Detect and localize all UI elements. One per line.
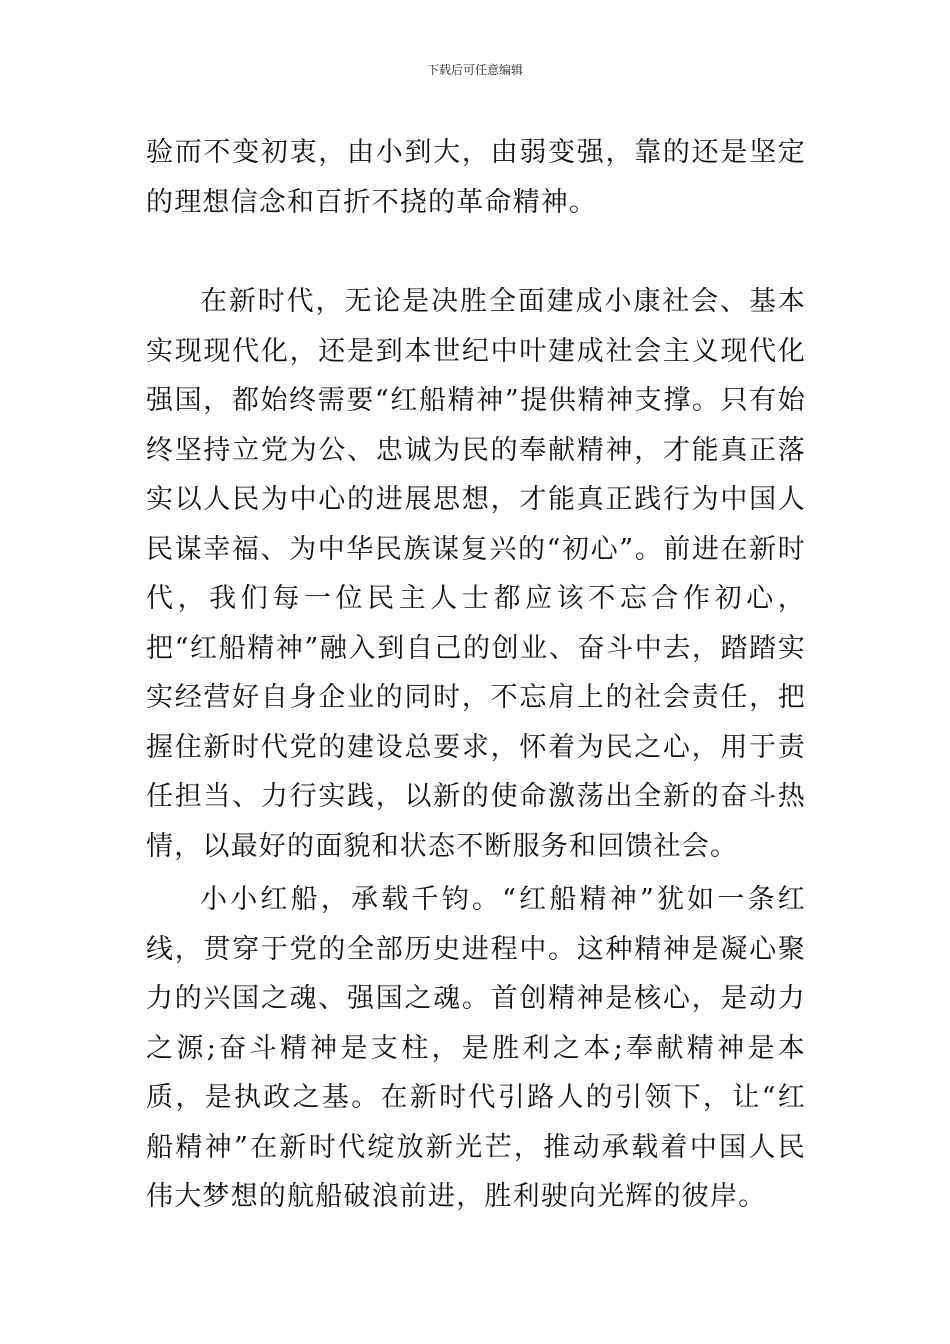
paragraph-red-boat: 小小红船，承载千钧。“红船精神”犹如一条红线，贯穿于党的全部历史进程中。这种精神是凝心聚力的兴国之魂、强国之魂。首创精神是核心，是动力之源;奋斗精神是支柱，是胜利之本;奉献精神是本质，是执政之基。在新时代引路人的引领下，让“红船精神”在新时代绽放新光芒，推动承载着中国人民伟大梦想的航船破浪前进，胜利驶向光辉的彼岸。 bbox=[146, 884, 806, 1212]
paragraph-new-era: 在新时代，无论是决胜全面建成小康社会、基本实现现代化，还是到本世纪中叶建成社会主义现代化强国，都始终需要“红船精神”提供精神支撑。只有始终坚持立党为公、忠诚为民的奉献精神，才能真正落实以人民为中心的进展思想，才能真正践行为中国人民谋幸福、为中华民族谋复兴的“初心”。前进在新时代，我们每一位民主人士都应该不忘合作初心，把“红船精神”融入到自己的创业、奋斗中去，踏踏实实经营好自身企业的同时，不忘肩上的社会责任，把握住新时代党的建设总要求，怀着为民之心，用于责任担当、力行实践，以新的使命激荡出全新的奋斗热情，以最好的面貌和状态不断服务和回馈社会。 bbox=[146, 286, 806, 862]
page-header: 下载后可任意编辑 bbox=[426, 63, 523, 77]
paragraph-continuation: 验而不变初衷，由小到大，由弱变强，靠的还是坚定的理想信念和百折不挠的革命精神。 bbox=[146, 137, 806, 218]
